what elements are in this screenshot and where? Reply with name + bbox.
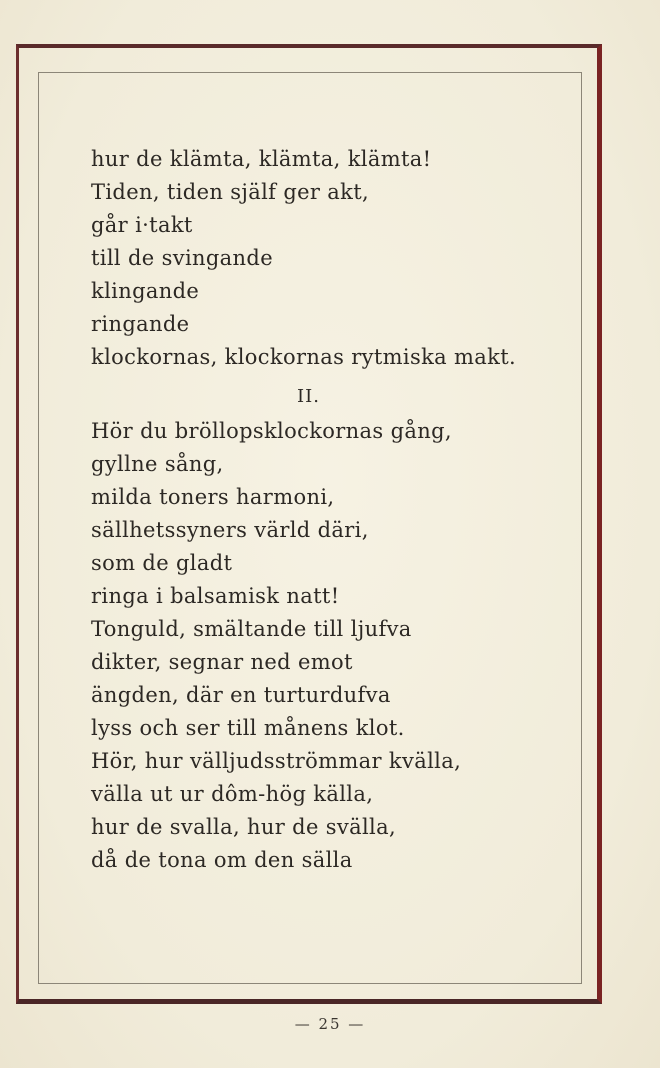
poem-line: välla ut ur dôm-hög källa, [91,782,374,806]
poem-line: milda toners harmoni, [91,485,335,509]
poem-line: gyllne sång, [91,452,224,476]
poem-line: till de svingande [91,246,273,270]
poem-line: sällhetssyners värld däri, [91,518,369,542]
poem-line: Tonguld, smältande till ljufva [91,617,412,641]
poem-line: går i·takt [91,213,193,237]
poem-line: ängden, där en turturdufva [91,683,391,707]
poem-line: hur de svalla, hur de svälla, [91,815,397,839]
poem-line: klockornas, klockornas rytmiska makt. [91,345,517,369]
poem-line: klingande [91,279,200,303]
page-number: — 25 — [294,1015,366,1033]
stanza-2 [91,415,561,877]
poem-line: lyss och ser till månens klot. [91,716,405,740]
poem-line: ringande [91,312,190,336]
section-heading: II. [297,386,320,407]
poem-line: Hör du bröllopsklockornas gång, [91,419,452,443]
stanza-1 [91,143,561,374]
poem-text [91,143,561,877]
poem-line: dikter, segnar ned emot [91,650,353,674]
poem-line: ringa i balsamisk natt! [91,584,340,608]
poem-line: som de gladt [91,551,233,575]
poem-line: Tiden, tiden själf ger akt, [91,180,370,204]
poem-line: då de tona om den sälla [91,848,353,872]
poem-line: hur de klämta, klämta, klämta! [91,147,432,171]
poem-line: Hör, hur välljudsströmmar kvälla, [91,749,462,773]
